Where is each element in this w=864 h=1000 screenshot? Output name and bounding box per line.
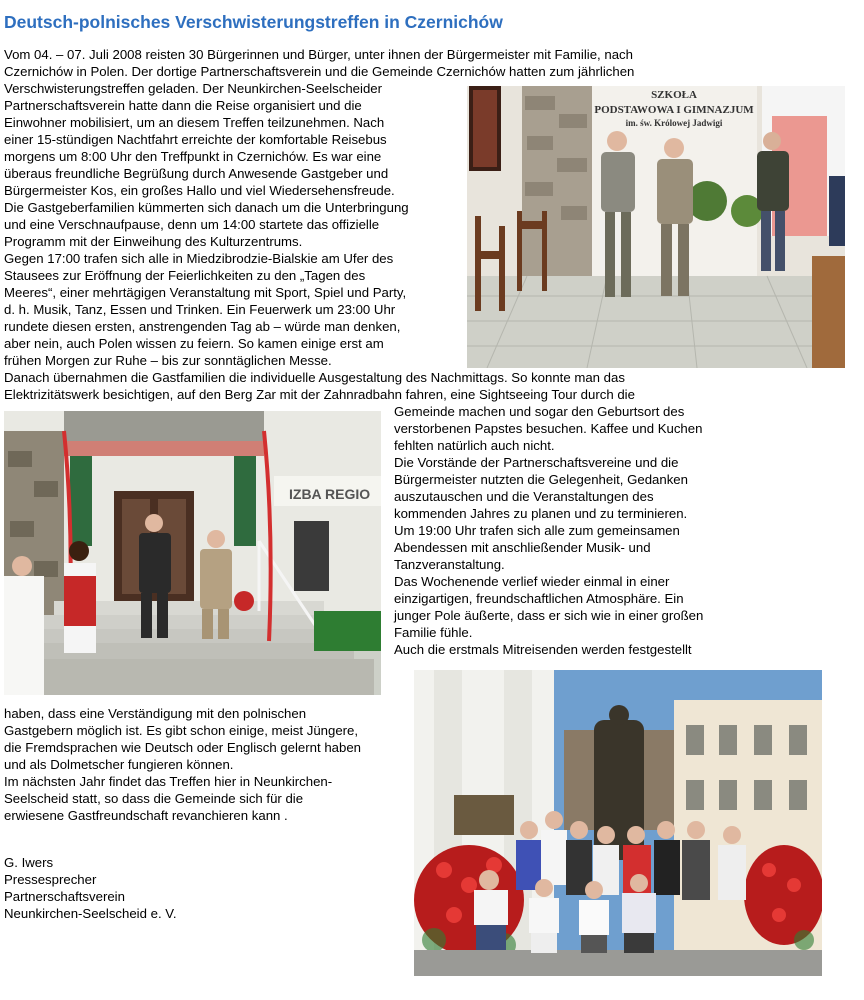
school-sign-line-3: im. św. Królowej Jadwigi [625,118,723,128]
article-line: Um 19:00 Uhr trafen sich alle zum gemeinsamen [394,523,680,538]
article-title: Deutsch-polnisches Verschwisterungstreffen in Czernichów [4,12,503,32]
photo-izba-ribbon-cutting [4,411,381,695]
article-line: Verschwisterungstreffen geladen. Der Neunkirchen-Seelscheider [4,81,383,96]
article-line: Bürgermeister nutzten die Gelegenheit, Gedanken [394,472,688,487]
article-line: rundete diesen ersten, anstrengenden Tag ab – würde man denken, [4,319,401,334]
article-line: Programm mit der Einweihung des Kulturzentrums. [4,234,303,249]
article-line: Elektrizitätswerk besichtigen, auf den Berg Zar mit der Zahnradbahn fahren, eine Sightseeing Tour durch die [4,387,635,402]
article-line: Tanzveranstaltung. [394,557,505,572]
article-line: Danach übernahmen die Gastfamilien die individuelle Ausgestaltung des Nachmittags. So konnte man das [4,370,625,385]
article-line: aber nein, auch Polen wissen zu feiern. So kamen einige erst am [4,336,384,351]
article-line: Czernichów in Polen. Der dortige Partnerschaftsverein und die Gemeinde Czernichów hatten zum jährlichen [4,64,635,79]
article-line: Meeres“, einer mehrtägigen Veranstaltung mit Sport, Spiel und Party, [4,285,407,300]
izba-sign-text: IZBA REGIO [289,486,371,502]
article-line: und eine Verschnaufpause, denn um 14:00 startete das offizielle [4,217,380,232]
signature-line: G. Iwers [4,855,54,870]
article-line: Einwohner mobilisiert, um an diesem Treffen teilzunehmen. Nach [4,115,385,130]
article-line: die Fremdsprachen wie Deutsch oder Englisch gelernt haben [4,740,361,755]
article-line: frühen Morgen zur Ruhe – bis zur sonntäglichen Messe. [4,353,332,368]
photo-group-monument [414,670,822,976]
article-line: einer 15-stündigen Nachtfahrt erreichte der komfortable Reisebus [4,132,387,147]
article-line: Die Vorstände der Partnerschaftsvereine und die [394,455,679,470]
article-line: Gastgebern möglich ist. Es gibt schon einige, meist Jüngere, [4,723,359,738]
article-line: morgens um 8:00 Uhr den Treffpunkt in Czernichów. Es war eine [4,149,382,164]
article-line: Gegen 17:00 trafen sich alle in Miedzibrodzie-Bialskie am Ufer des [4,251,394,266]
article-line: d. h. Musik, Tanz, Essen und Trinken. Ein Feuerwerk um 23:00 Uhr [4,302,396,317]
signature-line: Pressesprecher [4,872,97,887]
article-line: haben, dass eine Verständigung mit den polnischen [4,706,307,721]
article-line: Die Gastgeberfamilien kümmerten sich danach um die Unterbringung [4,200,409,215]
article-line: Seelscheid statt, so dass die Gemeinde sich für die [4,791,304,806]
article-line: erwiesene Gastfreundschaft revanchieren kann . [4,808,288,823]
article-line: überaus freundliche Begrüßung durch Anwesende Gastgeber und [4,166,389,181]
article-line: Gemeinde machen und sogar den Geburtsort des [394,404,685,419]
article-line: junger Pole äußerte, dass er sich wie in einer großen [394,608,704,623]
article-line: Stausees zur Eröffnung der Feierlichkeiten zu den „Tagen des [4,268,366,283]
signature-line: Neunkirchen-Seelscheid e. V. [4,906,177,921]
article-line: kommenden Jahres zu planen und zu terminieren. [394,506,688,521]
article-line: Partnerschaftsverein hatte dann die Reise organisiert und die [4,98,362,113]
article-line: fehlten natürlich auch nicht. [394,438,555,453]
school-sign-line-1: SZKOŁA [651,89,697,101]
article-line: auszutauschen und die Veranstaltungen des [394,489,654,504]
article-line: Auch die erstmals Mitreisenden werden festgestellt [394,642,692,657]
article-line: einzigartigen, freundschaftlichen Atmosphäre. Ein [394,591,684,606]
signature-line: Partnerschaftsverein [4,889,125,904]
article-line: und als Dolmetscher fungieren können. [4,757,234,772]
article-line: Familie fühle. [394,625,473,640]
article-line: Abendessen mit anschließender Musik- und [394,540,651,555]
article-line: verstorbenen Papstes besuchen. Kaffee und Kuchen [394,421,703,436]
school-sign-line-2: PODSTAWOWA I GIMNAZJUM [594,104,754,116]
photo-school-reception [467,86,845,368]
article-line: Im nächsten Jahr findet das Treffen hier in Neunkirchen- [4,774,333,789]
article-line: Das Wochenende verlief wieder einmal in einer [394,574,670,589]
article-line: Bürgermeister Kos, ein großes Hallo und viel Wiedersehensfreude. [4,183,395,198]
article-line: Vom 04. – 07. Juli 2008 reisten 30 Bürgerinnen und Bürger, unter ihnen der Bürgermeister mit Familie, nach [4,47,633,62]
